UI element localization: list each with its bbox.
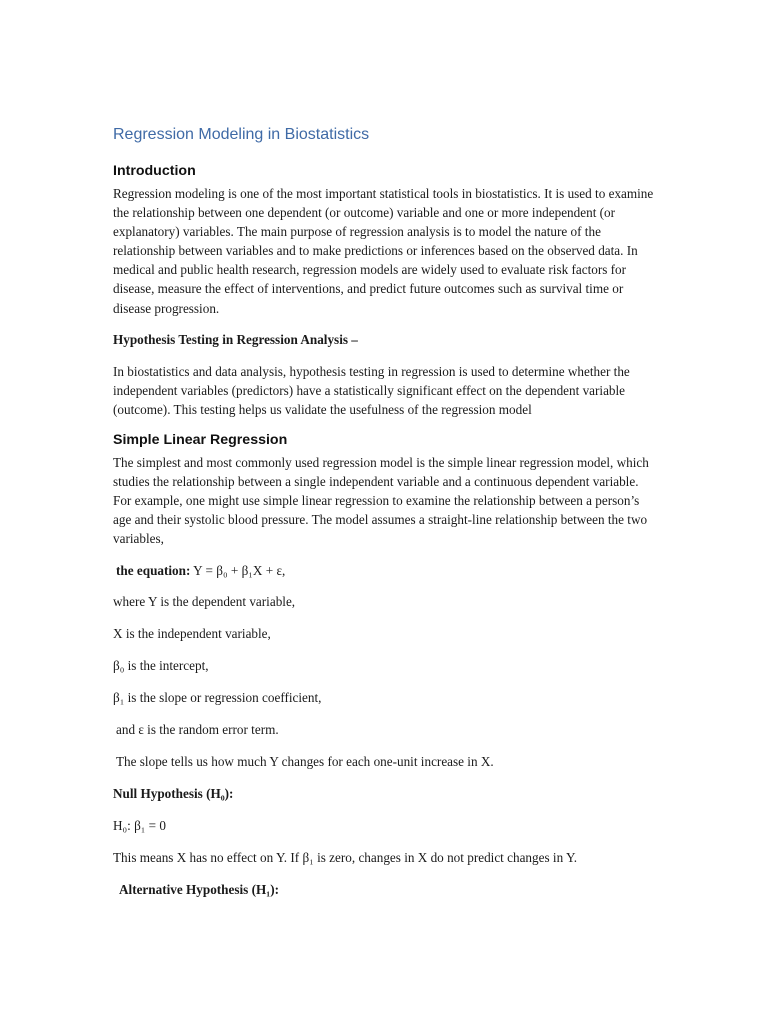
slr-heading: Simple Linear Regression: [113, 432, 288, 449]
equation-text: Y = β₀ + β₁X + ε,: [190, 562, 286, 578]
definition-independent: X is the independent variable,: [113, 626, 271, 642]
alternative-hypothesis-heading: Alternative Hypothesis (H₁):: [119, 882, 279, 898]
slr-paragraph: The simplest and most commonly used regression model is the simple linear regression model, which studies the relationship between a single independent variable and a continuous dependent variable. For example, one might use simple linear regression to examine the relationship between a person’s age and their systolic blood pressure. The model assumes a straight-line relationship between the two variables,: [113, 455, 649, 547]
hypothesis-testing-heading: Hypothesis Testing in Regression Analysis –: [113, 331, 358, 347]
document-title: Regression Modeling in Biostatistics: [113, 126, 370, 143]
null-hypothesis-meaning: This means X has no effect on Y. If β₁ is zero, changes in X do not predict changes in Y.: [113, 850, 578, 866]
equation-line: [113, 561, 660, 580]
intro-heading: Introduction: [113, 163, 196, 179]
definition-dependent: where Y is the dependent variable,: [113, 594, 296, 610]
hypothesis-testing-paragraph: In biostatistics and data analysis, hypothesis testing in regression is used to determine whether the independent variables (predictors) have a statistically significant effect on the dependent variable (outcome). This testing helps us validate the usefulness of the regression model: [113, 363, 630, 417]
definition-error: and ε is the random error term.: [116, 722, 279, 738]
intro-paragraph: Regression modeling is one of the most important statistical tools in biostatistics. It is used to examine the relationship between one dependent (or outcome) variable and one or more independent (or explanatory) variables. The main purpose of regression analysis is to model the nature of the relationship between variables and to make predictions or inferences based on the observed data. In medical and public health research, regression models are widely used to evaluate risk factors for disease, measure the effect of interventions, and predict future outcomes such as survival time or disease progression.: [113, 186, 654, 316]
slope-explanation: The slope tells us how much Y changes for each one-unit increase in X.: [116, 754, 494, 770]
null-hypothesis-heading: Null Hypothesis (H₀):: [113, 786, 234, 802]
definition-slope: β₁ is the slope or regression coefficient,: [113, 690, 322, 706]
definition-intercept: β₀ is the intercept,: [113, 658, 209, 674]
equation-label: the equation:: [116, 562, 191, 578]
null-hypothesis-statement: H₀: β₁ = 0: [113, 818, 167, 834]
